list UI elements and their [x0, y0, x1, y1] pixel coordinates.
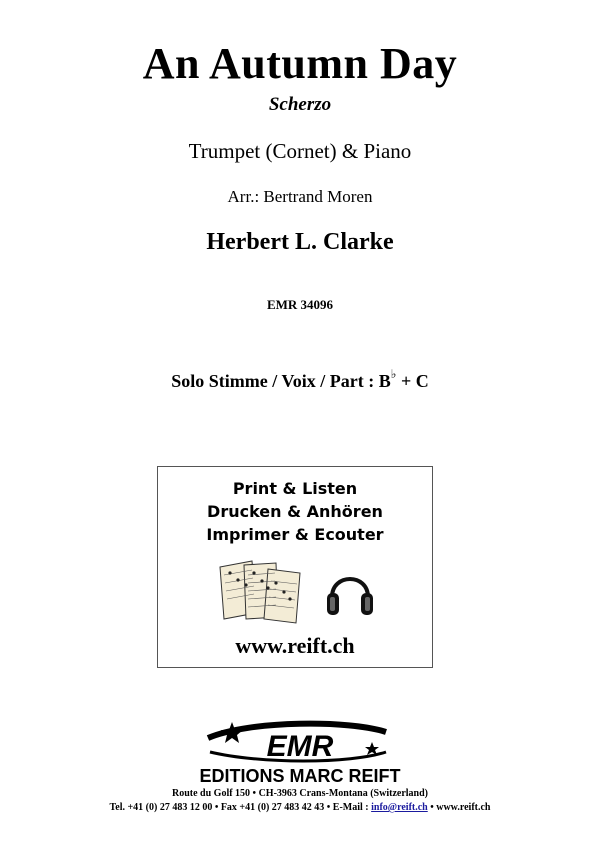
promo-line-german: Drucken & Anhören [207, 502, 383, 521]
email-link[interactable]: info@reift.ch [371, 802, 428, 813]
publisher-name: EDITIONS MARC REIFT [199, 766, 401, 786]
print-listen-box[interactable] [157, 466, 433, 668]
instrumentation: Trumpet (Cornet) & Piano [188, 139, 412, 163]
flat-sign: ♭ [390, 367, 397, 381]
subtitle: Scherzo [268, 94, 332, 115]
part-prefix: Solo Stimme / Voix / Part : B [171, 371, 391, 391]
promo-line-french: Imprimer & Ecouter [206, 525, 384, 544]
promo-line-english: Print & Listen [232, 479, 358, 498]
publisher-address: Route du Golf 150 • CH-3963 Crans-Montana (Switzerland) [172, 788, 428, 799]
composer: Herbert L. Clarke [206, 229, 394, 255]
contact-phone-fax: Tel. +41 (0) 27 483 12 00 • Fax +41 (0) 27 483 42 43 • E-Mail : [109, 802, 372, 813]
logo-text: EMR [266, 730, 334, 763]
publisher-contact [0, 802, 600, 813]
promo-url-link[interactable]: www.reift.ch [235, 633, 355, 658]
part-suffix: + C [396, 371, 429, 391]
emr-logo [150, 712, 450, 790]
arranger: Arr.: Bertrand Moren [227, 187, 373, 206]
contact-website: • www.reift.ch [427, 802, 491, 813]
catalog-number: EMR 34096 [266, 297, 334, 312]
part-label [0, 369, 600, 392]
sheet-music-icon [216, 559, 304, 625]
title: An Autumn Day [142, 39, 458, 88]
headphones-icon [324, 563, 376, 621]
